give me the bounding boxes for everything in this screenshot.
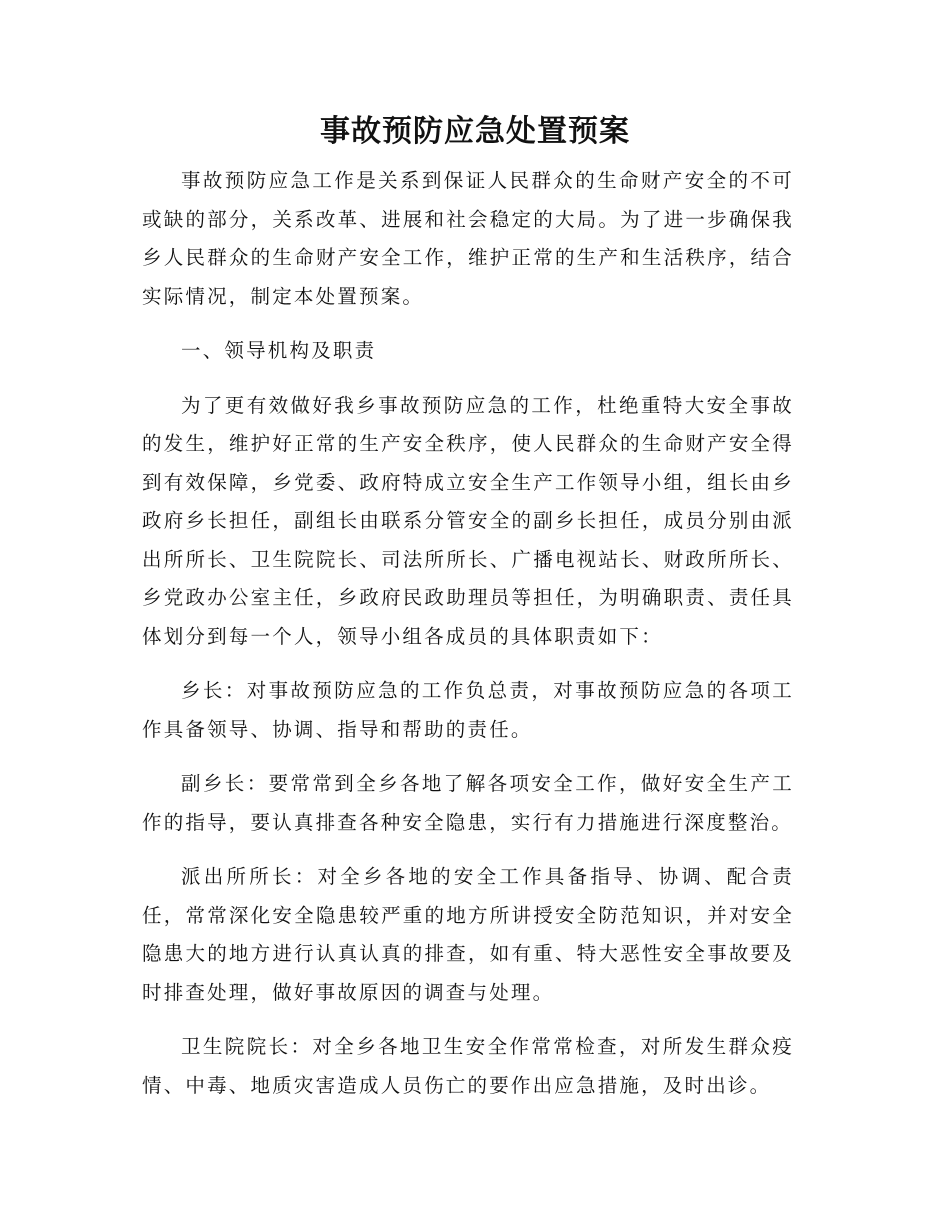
paragraph-health-center-director: 卫生院院长：对全乡各地卫生安全作常常检查，对所发生群众疫情、中毒、地质灾害造成人员伤亡的要作出应急措施，及时出诊。 bbox=[142, 1035, 794, 1097]
paragraph-township-head: 乡长：对事故预防应急的工作负总责，对事故预防应急的各项工作具备领导、协调、指导和帮助的责任。 bbox=[142, 679, 794, 741]
paragraph-police-station-chief: 派出所所长：对全乡各地的安全工作具备指导、协调、配合责任，常常深化安全隐患较严重的地方所讲授安全防范知识，并对安全隐患大的地方进行认真认真的排查，如有重、特大恶性安全事故要及时排查处理，做好事故原因的调查与处理。 bbox=[142, 865, 794, 1004]
paragraph-deputy-head: 副乡长：要常常到全乡各地了解各项安全工作，做好安全生产工作的指导，要认真排查各种安全隐患，实行有力措施进行深度整治。 bbox=[142, 772, 794, 834]
document-body bbox=[142, 162, 794, 1121]
document-title: 事故预防应急处置预案 bbox=[320, 114, 630, 149]
paragraph-intro: 事故预防应急工作是关系到保证人民群众的生命财产安全的不可或缺的部分，关系改革、进展和社会稳定的大局。为了进一步确保我乡人民群众的生命财产安全工作，维护正常的生产和生活秩序，结合实际情况，制定本处置预案。 bbox=[142, 169, 794, 308]
section-heading-leadership: 一、领导机构及职责 bbox=[181, 339, 377, 362]
paragraph-leadership-group: 为了更有效做好我乡事故预防应急的工作，杜绝重特大安全事故的发生，维护好正常的生产安全秩序，使人民群众的生命财产安全得到有效保障，乡党委、政府特成立安全生产工作领导小组，组长由乡政府乡长担任，副组长由联系分管安全的副乡长担任，成员分别由派出所所长、卫生院院长、司法所所长、广播电视站长、财政所所长、乡党政办公室主任，乡政府民政助理员等担任，为明确职责、责任具体划分到每一个人，领导小组各成员的具体职责如下： bbox=[142, 393, 794, 648]
